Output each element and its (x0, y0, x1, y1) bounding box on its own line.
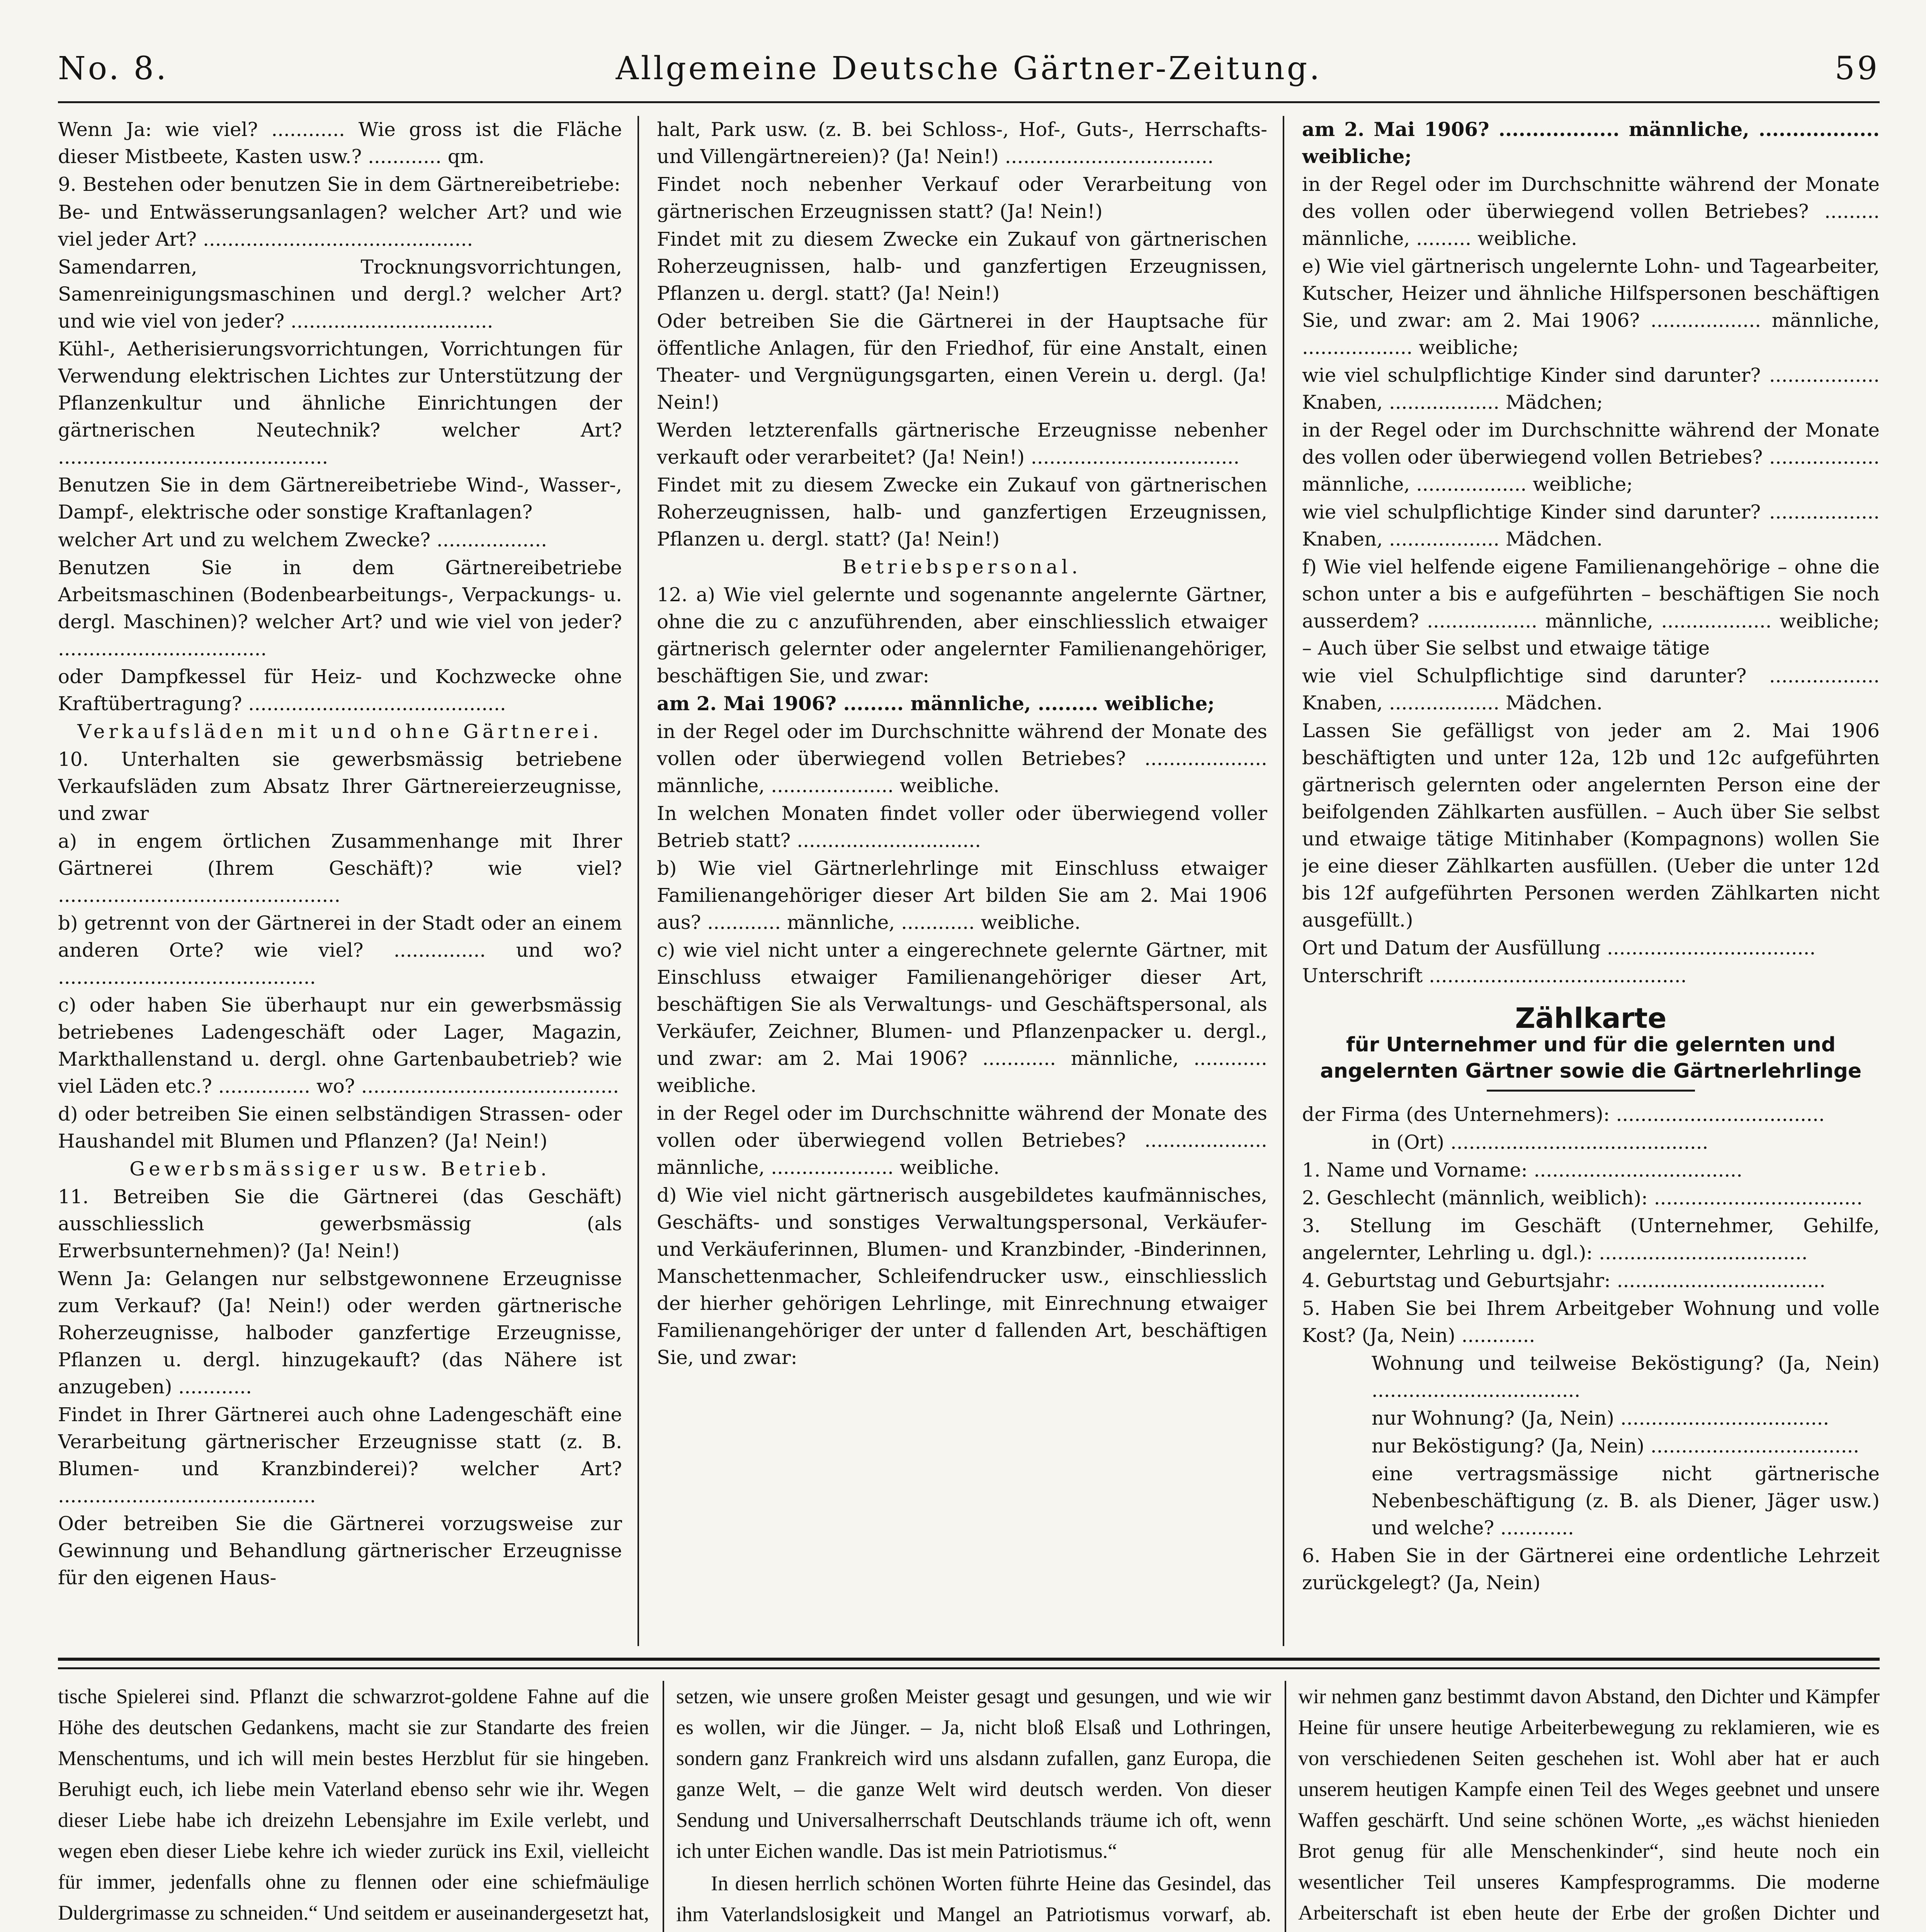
q12-c-regel: in der Regel oder im Durchschnitte während der Monate des vollen oder überwiegend vollen Betriebes? .................... männliche, .................... weibliche. (657, 1102, 1267, 1179)
q10-d: d) oder betreiben Sie einen selbständigen Strassen- oder Haushandel mit Blumen und Pflanzen? (Ja! Nein!) (58, 1103, 622, 1152)
upper-column-3 (1302, 116, 1880, 1646)
q11-eigenbedarf: Oder betreiben Sie die Gärtnerei vorzugsweise zur Gewinnung und Behandlung gärtnerischer Erzeugnisse für den eigenen Haus- (58, 1512, 622, 1589)
section-heading-personal: Betriebspersonal. (842, 556, 1082, 578)
upper-column-2 (657, 116, 1267, 1646)
article-paragraph: wir nehmen ganz bestimmt davon Abstand, den Dichter und Kämpfer Heine für unsere heutige Arbeiterbewegung zu reklamieren, wie es von verschiedenen Seiten geschehen ist. Wohl aber hat er auch unserem heutigen Kampfe einen Teil des Weges geebnet und unsere Waffen geschärft. Und seine schönen Worte, „es wächst hienieden Brot genug für alle Menschenkinder“, sind heute noch ein wesentlicher Teil unseres Kampfesprogramms. Die moderne Arbeiterschaft ist eben heute der Erbe der großen Dichter und (1298, 1685, 1880, 1924)
q10-c: c) oder haben Sie überhaupt nur ein gewerbsmässig betriebenes Ladengeschäft oder Lager, Magazin, Markthallenstand u. dergl. ohne Gartenbaubetrieb? wie viel Läden etc.? ............... wo? .......................................... (58, 994, 622, 1097)
article-column-1 (58, 1681, 649, 1932)
q11-zukauf-2: Findet mit zu diesem Zwecke ein Zukauf von gärtnerischen Roherzeugnissen, halb- und ganzfertigen Erzeugnissen, Pflanzen u. dergl. statt? (Ja! Nein!) (657, 474, 1267, 550)
zk-nebenbeschaeftigung: eine vertragsmässige nicht gärtnerische Nebenbeschäftigung (z. B. als Diener, Jäger usw.) und welche? ............ (1372, 1463, 1880, 1539)
q10-intro: 10. Unterhalten sie gewerbsmässig betriebene Verkaufsläden zum Absatz Ihrer Gärtnereierzeugnisse, und zwar (58, 748, 622, 825)
zk-geburtstag: 4. Geburtstag und Geburtsjahr: .................................. (1302, 1269, 1826, 1292)
column-divider (637, 116, 639, 1646)
zk-stellung: 3. Stellung im Geschäft (Unternehmer, Gehilfe, angelernter, Lehrling u. dgl.): .................................. (1302, 1214, 1880, 1264)
section-rule (58, 1658, 1880, 1661)
q10-a: a) in engem örtlichen Zusammenhange mit Ihrer Gärtnerei (Ihrem Geschäft)? wie viel? .............................................. (58, 830, 622, 906)
q12-e-regel: in der Regel oder im Durchschnitte während der Monate des vollen oder überwiegend vollen Betriebes? .................. männliche, .................. weibliche; (1302, 419, 1880, 495)
zk-nur-kost: nur Beköstigung? (Ja, Nein) .................................. (1372, 1435, 1860, 1457)
zk-lehrzeit: 6. Haben Sie in der Gärtnerei eine ordentliche Lehrzeit zurückgelegt? (Ja, Nein) (1302, 1544, 1880, 1594)
section-rule (58, 1667, 1880, 1669)
section-heading-betrieb: Gewerbsmässiger usw. Betrieb. (129, 1158, 551, 1180)
q9-intro: 9. Bestehen oder benutzen Sie in dem Gärtnereibetriebe: (58, 173, 621, 196)
zk-kost: 5. Haben Sie bei Ihrem Arbeitgeber Wohnung und volle Kost? (Ja, Nein) ............ (1302, 1297, 1880, 1347)
zk-name: 1. Name und Vorname: .................................. (1302, 1159, 1743, 1181)
q11-verarbeitung: Findet in Ihrer Gärtnerei auch ohne Ladengeschäft eine Verarbeitung gärtnerischer Erzeugnisse statt (z. B. Blumen- und Kranzbinderei)? welcher Art? .......................................... (58, 1403, 622, 1507)
q12-f-kinder: wie viel Schulpflichtige sind darunter? .................. Knaben, .................. Mädchen. (1302, 665, 1880, 714)
q9-kraftanlagen: Benutzen Sie in dem Gärtnereibetriebe Wind-, Wasser-, Dampf-, elektrische oder sonstige Kraftanlagen? (58, 474, 622, 523)
page-header (58, 50, 1880, 97)
q11-letzterenfalls: Werden letzterenfalls gärtnerische Erzeugnisse nebenher verkauft oder verarbeitet? (Ja! Nein!) .................................. (657, 419, 1267, 468)
q11-intro: 11. Betreiben Sie die Gärtnerei (das Geschäft) ausschliesslich gewerbsmässig (als Erwerbsunternehmen)? (Ja! Nein!) (58, 1185, 622, 1262)
q12-e-kinder: wie viel schulpflichtige Kinder sind darunter? .................. Knaben, .................. Mädchen; (1302, 364, 1880, 413)
article-paragraph: In diesen herrlich schönen Worten führte Heine das Gesindel, das ihm Vaterlandslosigkeit und Mangel an Patriotismus vorwarf, ab. (676, 1872, 1271, 1926)
q12-a: 12. a) Wie viel gelernte und sogenannte angelernte Gärtner, ohne die zu c anzuführenden, aber einschliesslich etwaiger gärtnerisch gelernter oder angelernter Familienangehöriger, beschäftigen Sie, und zwar: (657, 583, 1267, 687)
zk-firma: der Firma (des Unternehmers): .................................. (1302, 1103, 1825, 1126)
q10-b: b) getrennt von der Gärtnerei in der Stadt oder an einem anderen Orte? wie viel? ............... und wo? .......................................... (58, 912, 622, 988)
column-divider (1283, 116, 1284, 1646)
page-number: 59 (1834, 50, 1880, 87)
unterschrift-field: Unterschrift .......................................... (1302, 964, 1687, 987)
q12-c: c) wie viel nicht unter a eingerechnete gelernte Gärtner, mit Einschluss etwaiger Familienangehöriger dieser Art, beschäftigen Sie als Verwaltungs- und Geschäftspersonal, als Verkäufer, Zeichner, Blumen- und Pflanzenpacker u. dergl., und zwar: am 2. Mai 1906? ............ männliche, ............ weibliche. (657, 939, 1267, 1097)
issue-number: No. 8. (58, 50, 169, 87)
q-mistbeete: Wenn Ja: wie viel? ............ Wie gross ist die Fläche dieser Mistbeete, Kasten usw.? ............ qm. (58, 118, 622, 168)
q11-haushalt: halt, Park usw. (z. B. bei Schloss-, Hof-, Guts-, Herrschafts- und Villengärtnereien)? (Ja! Nein!) .................................. (657, 118, 1267, 168)
zk-ort: in (Ort) .......................................... (1372, 1131, 1708, 1153)
q12-d-regel: in der Regel oder im Durchschnitte während der Monate des vollen oder überwiegend vollen Betriebes? ......... männliche, ......... weibliche. (1302, 173, 1880, 250)
q12-d: d) Wie viel nicht gärtnerisch ausgebildetes kaufmännisches, Geschäfts- und sonstiges Verwaltungspersonal, Verkäufer- und Verkäuferinnen, Blumen- und Kranzbinder, -Binderinnen, Manschettenmacher, Schleifendrucker usw., einschliesslich der hierher gehörigen Lehrlinge, mit Einrechnung etwaiger Familienangehöriger der unter d fallenden Art, beschäftigen Sie, und zwar: (657, 1184, 1267, 1369)
article-column-2 (676, 1681, 1271, 1932)
q9-samendarren: Samendarren, Trocknungsvorrichtungen, Samenreinigungsmaschinen und dergl.? welcher Art? und wie viel von jeder? ................................. (58, 256, 622, 332)
q12-f: f) Wie viel helfende eigene Familienangehörige – ohne die schon unter a bis e aufgeführten – beschäftigen Sie noch ausserdem? .................. männliche, .................. weibliche; – Auch über Sie selbst und etwaige tätige (1302, 556, 1880, 659)
zk-nur-wohnung: nur Wohnung? (Ja, Nein) .................................. (1372, 1407, 1829, 1429)
q12-a-monate: In welchen Monaten findet voller oder überwiegend voller Betrieb statt? .............................. (657, 802, 1267, 852)
upper-column-1 (58, 116, 622, 1646)
q12-a-stichtag: am 2. Mai 1906? ......... männliche, ......... weibliche; (657, 692, 1215, 715)
zaehlkarte-subtitle: für Unternehmer und für die gelernten und angelernten Gärtner sowie die Gärtnerlehrlinge (1320, 1033, 1862, 1083)
q12-e: e) Wie viel gärtnerisch ungelernte Lohn- und Tagearbeiter, Kutscher, Heizer und ähnliche Hilfspersonen beschäftigen Sie, und zwar: am 2. Mai 1906? .................. männliche, .................. weibliche; (1302, 255, 1880, 359)
q9-maschinen: Benutzen Sie in dem Gärtnereibetriebe Arbeitsmaschinen (Bodenbearbeitungs-, Verpackungs- u. dergl. Maschinen)? welcher Art? und wie viel von jeder? .................................. (58, 556, 622, 660)
article-paragraph: setzen, wie unsere großen Meister gesagt und gesungen, und wie wir es wollen, wir die Jünger. – Ja, nicht bloß Elsaß und Lothringen, sondern ganz Frankreich wird uns alsdann zufallen, ganz Europa, die ganze Welt, – die ganze Welt wird deutsch werden. Von dieser Sendung und Universalherrschaft Deutschlands träume ich oft, wenn ich unter Eichen wandle. Das ist mein Patriotismus.“ (676, 1685, 1271, 1862)
zaehlkarte-rule (1487, 1090, 1695, 1092)
zk-geschlecht: 2. Geschlecht (männlich, weiblich): .................................. (1302, 1187, 1863, 1209)
zk-teilweise: Wohnung und teilweise Beköstigung? (Ja, Nein) .................................. (1372, 1352, 1880, 1401)
article-paragraph: tische Spielerei sind. Pflanzt die schwarzrot-goldene Fahne auf die Höhe des deutschen Gedankens, macht sie zur Standarte des freien Menschentums, und ich will mein bestes Herzblut für sie hingeben. Beruhigt euch, ich liebe mein Vaterland ebenso sehr wie ihr. Wegen dieser Liebe habe ich dreizehn Lebensjahre im Exile verlebt, und wegen eben dieser Liebe kehre ich wieder zurück ins Exil, vielleicht für immer, jedenfalls ohne zu flennen oder eine schiefmäulige Duldergrimasse zu schneiden.“ Und seitdem er auseinandergesetzt hat, (58, 1685, 649, 1924)
q12-b: b) Wie viel Gärtnerlehrlinge mit Einschluss etwaiger Familienangehöriger dieser Art bilden Sie am 2. Mai 1906 aus? ............ männliche, ............ weibliche. (657, 857, 1267, 934)
article-column-3 (1298, 1681, 1880, 1932)
newspaper-title: Allgemeine Deutsche Gärtner-Zeitung. (615, 50, 1322, 87)
q9-kuehlung: Kühl-, Aetherisierungsvorrichtungen, Vorrichtungen für Verwendung elektrischen Lichtes zur Unterstützung der Pflanzenkultur und ähnliche Einrichtungen der gärtnerischen Neutechnik? welcher Art? ............................................ (58, 338, 622, 468)
q9-dampfkessel: oder Dampfkessel für Heiz- und Kochzwecke ohne Kraftübertragung? .......................................... (58, 665, 622, 715)
q11-nebenverkauf: Findet noch nebenher Verkauf oder Verarbeitung von gärtnerischen Erzeugnissen statt? (Ja! Nein!) (657, 173, 1267, 223)
column-divider (663, 1681, 664, 1932)
zaehlkarte-title: Zählkarte (1515, 1002, 1667, 1034)
zaehlkarten-hinweis: Lassen Sie gefälligst von jeder am 2. Mai 1906 beschäftigten und unter 12a, 12b und 12c aufgeführten gärtnerisch gelernten oder angelernten Person eine der beifolgenden Zählkarten ausfüllen. – Auch über Sie selbst und etwaige tätige Mitinhaber (Kompagnons) wollen Sie je eine dieser Zählkarten ausfüllen. (Ueber die unter 12d bis 12f aufgeführten Personen werden Zählkarten nicht ausgefüllt.) (1302, 719, 1880, 931)
column-divider (1285, 1681, 1286, 1932)
ort-datum-field: Ort und Datum der Ausfüllung .................................. (1302, 937, 1816, 959)
section-heading-verkaufslaeden: Verkaufsläden mit und ohne Gärtnerei. (77, 720, 603, 743)
q12-d-stichtag: am 2. Mai 1906? .................. männliche, .................. weibliche; (1302, 118, 1880, 168)
q11-oeffentlich: Oder betreiben Sie die Gärtnerei in der Hauptsache für öffentliche Anlagen, für den Friedhof, für eine Anstalt, einen Theater- und Vergnügungsgarten, einen Verein u. dergl. (Ja! Nein!) (657, 310, 1267, 413)
q9-zweck: welcher Art und zu welchem Zwecke? .................. (58, 529, 547, 551)
q11-zukauf: Findet mit zu diesem Zwecke ein Zukauf von gärtnerischen Roherzeugnissen, halb- und ganzfertigen Erzeugnissen, Pflanzen u. dergl. statt? (Ja! Nein!) (657, 228, 1267, 304)
q12-a-regel: in der Regel oder im Durchschnitte während der Monate des vollen oder überwiegend vollen Betriebes? .................... männliche, .................... weibliche. (657, 720, 1267, 797)
q12-e-kinder-2: wie viel schulpflichtige Kinder sind darunter? .................. Knaben, .................. Mädchen. (1302, 501, 1880, 550)
q9-entwaesserung: Be- und Entwässerungsanlagen? welcher Art? und wie viel jeder Art? ............................................ (58, 201, 622, 250)
header-rule (58, 101, 1880, 103)
q11-verkauf: Wenn Ja: Gelangen nur selbstgewonnene Erzeugnisse zum Verkauf? (Ja! Nein!) oder werden gärtnerische Roherzeugnisse, halboder ganzfertige Erzeugnisse, Pflanzen u. dergl. hinzugekauft? (das Nähere ist anzugeben) ............ (58, 1267, 622, 1398)
